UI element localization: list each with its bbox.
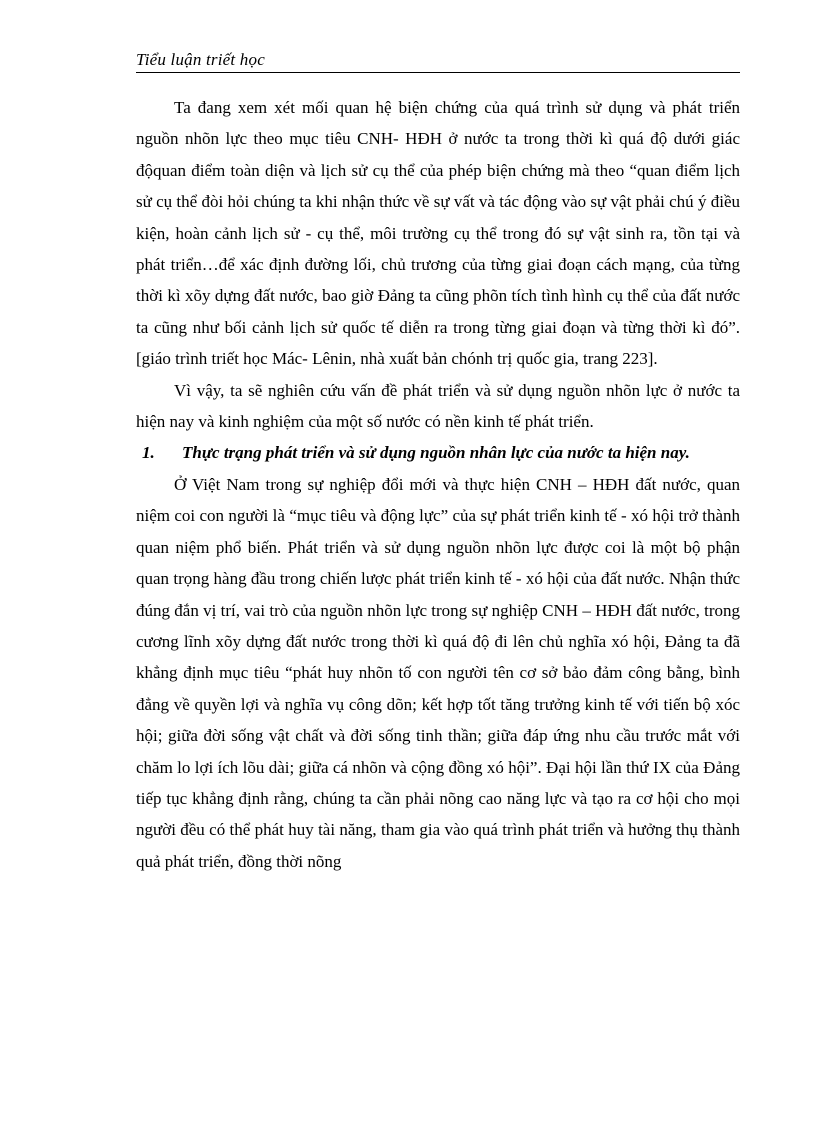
paragraph-vietnam-situation: Ở Việt Nam trong sự nghiệp đổi mới và thực hiện CNH – HĐH đất nước, quan niệm coi con người là “mục tiêu và động lực” của sự phát triển kinh tế - xó hội trở thành quan niệm phổ biến. Phát triển và sử dụng nguồn nhõn lực được coi là một bộ phận quan trọng hàng đầu trong chiến lược phát triển kinh tế - xó hội của đất nước. Nhận thức đúng đắn vị trí, vai trò của nguồn nhõn lực trong sự nghiệp CNH – HĐH đất nước, trong cương lĩnh xõy dựng đất nước trong thời kì quá độ đi lên chủ nghĩa xó hội, Đảng ta đã khẳng định mục tiêu “phát huy nhõn tố con người tên cơ sở bảo đảm công bằng, bình đẳng về quyền lợi và nghĩa vụ công dõn; kết hợp tốt tăng trưởng kinh tế với tiến bộ xóc hội; giữa đời sống vật chất và đời sống tinh thần; giữa đáp ứng nhu cầu trước mắt với chăm lo lợi ích lõu dài; giữa cá nhõn và cộng đồng xó hội”. Đại hội lần thứ IX của Đảng tiếp tục khẳng định rằng, chúng ta cần phải nõng cao năng lực và tạo ra cơ hội cho mọi người đều có thể phát huy tài năng, tham gia vào quá trình phát triển và hưởng thụ thành quả phát triển, đồng thời nõng [136, 474, 740, 871]
section-heading-text: Thực trạng phát triển và sử dụng nguồn nhân lực của nước ta hiện nay. [182, 443, 690, 463]
section-heading [136, 437, 740, 468]
paragraph-research-scope: Vì vậy, ta sẽ nghiên cứu vấn đề phát triển và sử dụng nguồn nhõn lực ở nước ta hiện nay và kinh nghiệm của một số nước có nền kinh tế phát triển. [136, 380, 740, 432]
paragraph-intro: Ta đang xem xét mối quan hệ biện chứng của quá trình sử dụng và phát triển nguồn nhõn lực theo mục tiêu CNH- HĐH ở nước ta trong thời kì quá độ dưới giác độquan điểm toàn diện và lịch sử cụ thể của phép biện chứng mà theo “quan điểm lịch sử cụ thể đòi hỏi chúng ta khi nhận thức về sự vất và tác động vào sự vật phải chú ý điều kiện, hoàn cảnh lịch sử - cụ thể, môi trường cụ thể trong đó sự vật sinh ra, tồn tại và phát triển…để xác định đường lối, chủ trương của từng giai đoạn cách mạng, của từng thời kì xõy dựng đất nước, bao giờ Đảng ta cũng phõn tích tình hình cụ thể của đất nước ta cũng như bối cảnh lịch sử quốc tế diễn ra trong từng giai đoạn và từng thời kì đó”. [giáo trình triết học Mác- Lênin, nhà xuất bản chónh trị quốc gia, trang 223]. [136, 98, 740, 369]
header-title: Tiểu luận triết học [136, 50, 265, 69]
page-header [136, 48, 740, 73]
section-heading-number: 1. [142, 443, 155, 463]
document-body [136, 92, 740, 877]
